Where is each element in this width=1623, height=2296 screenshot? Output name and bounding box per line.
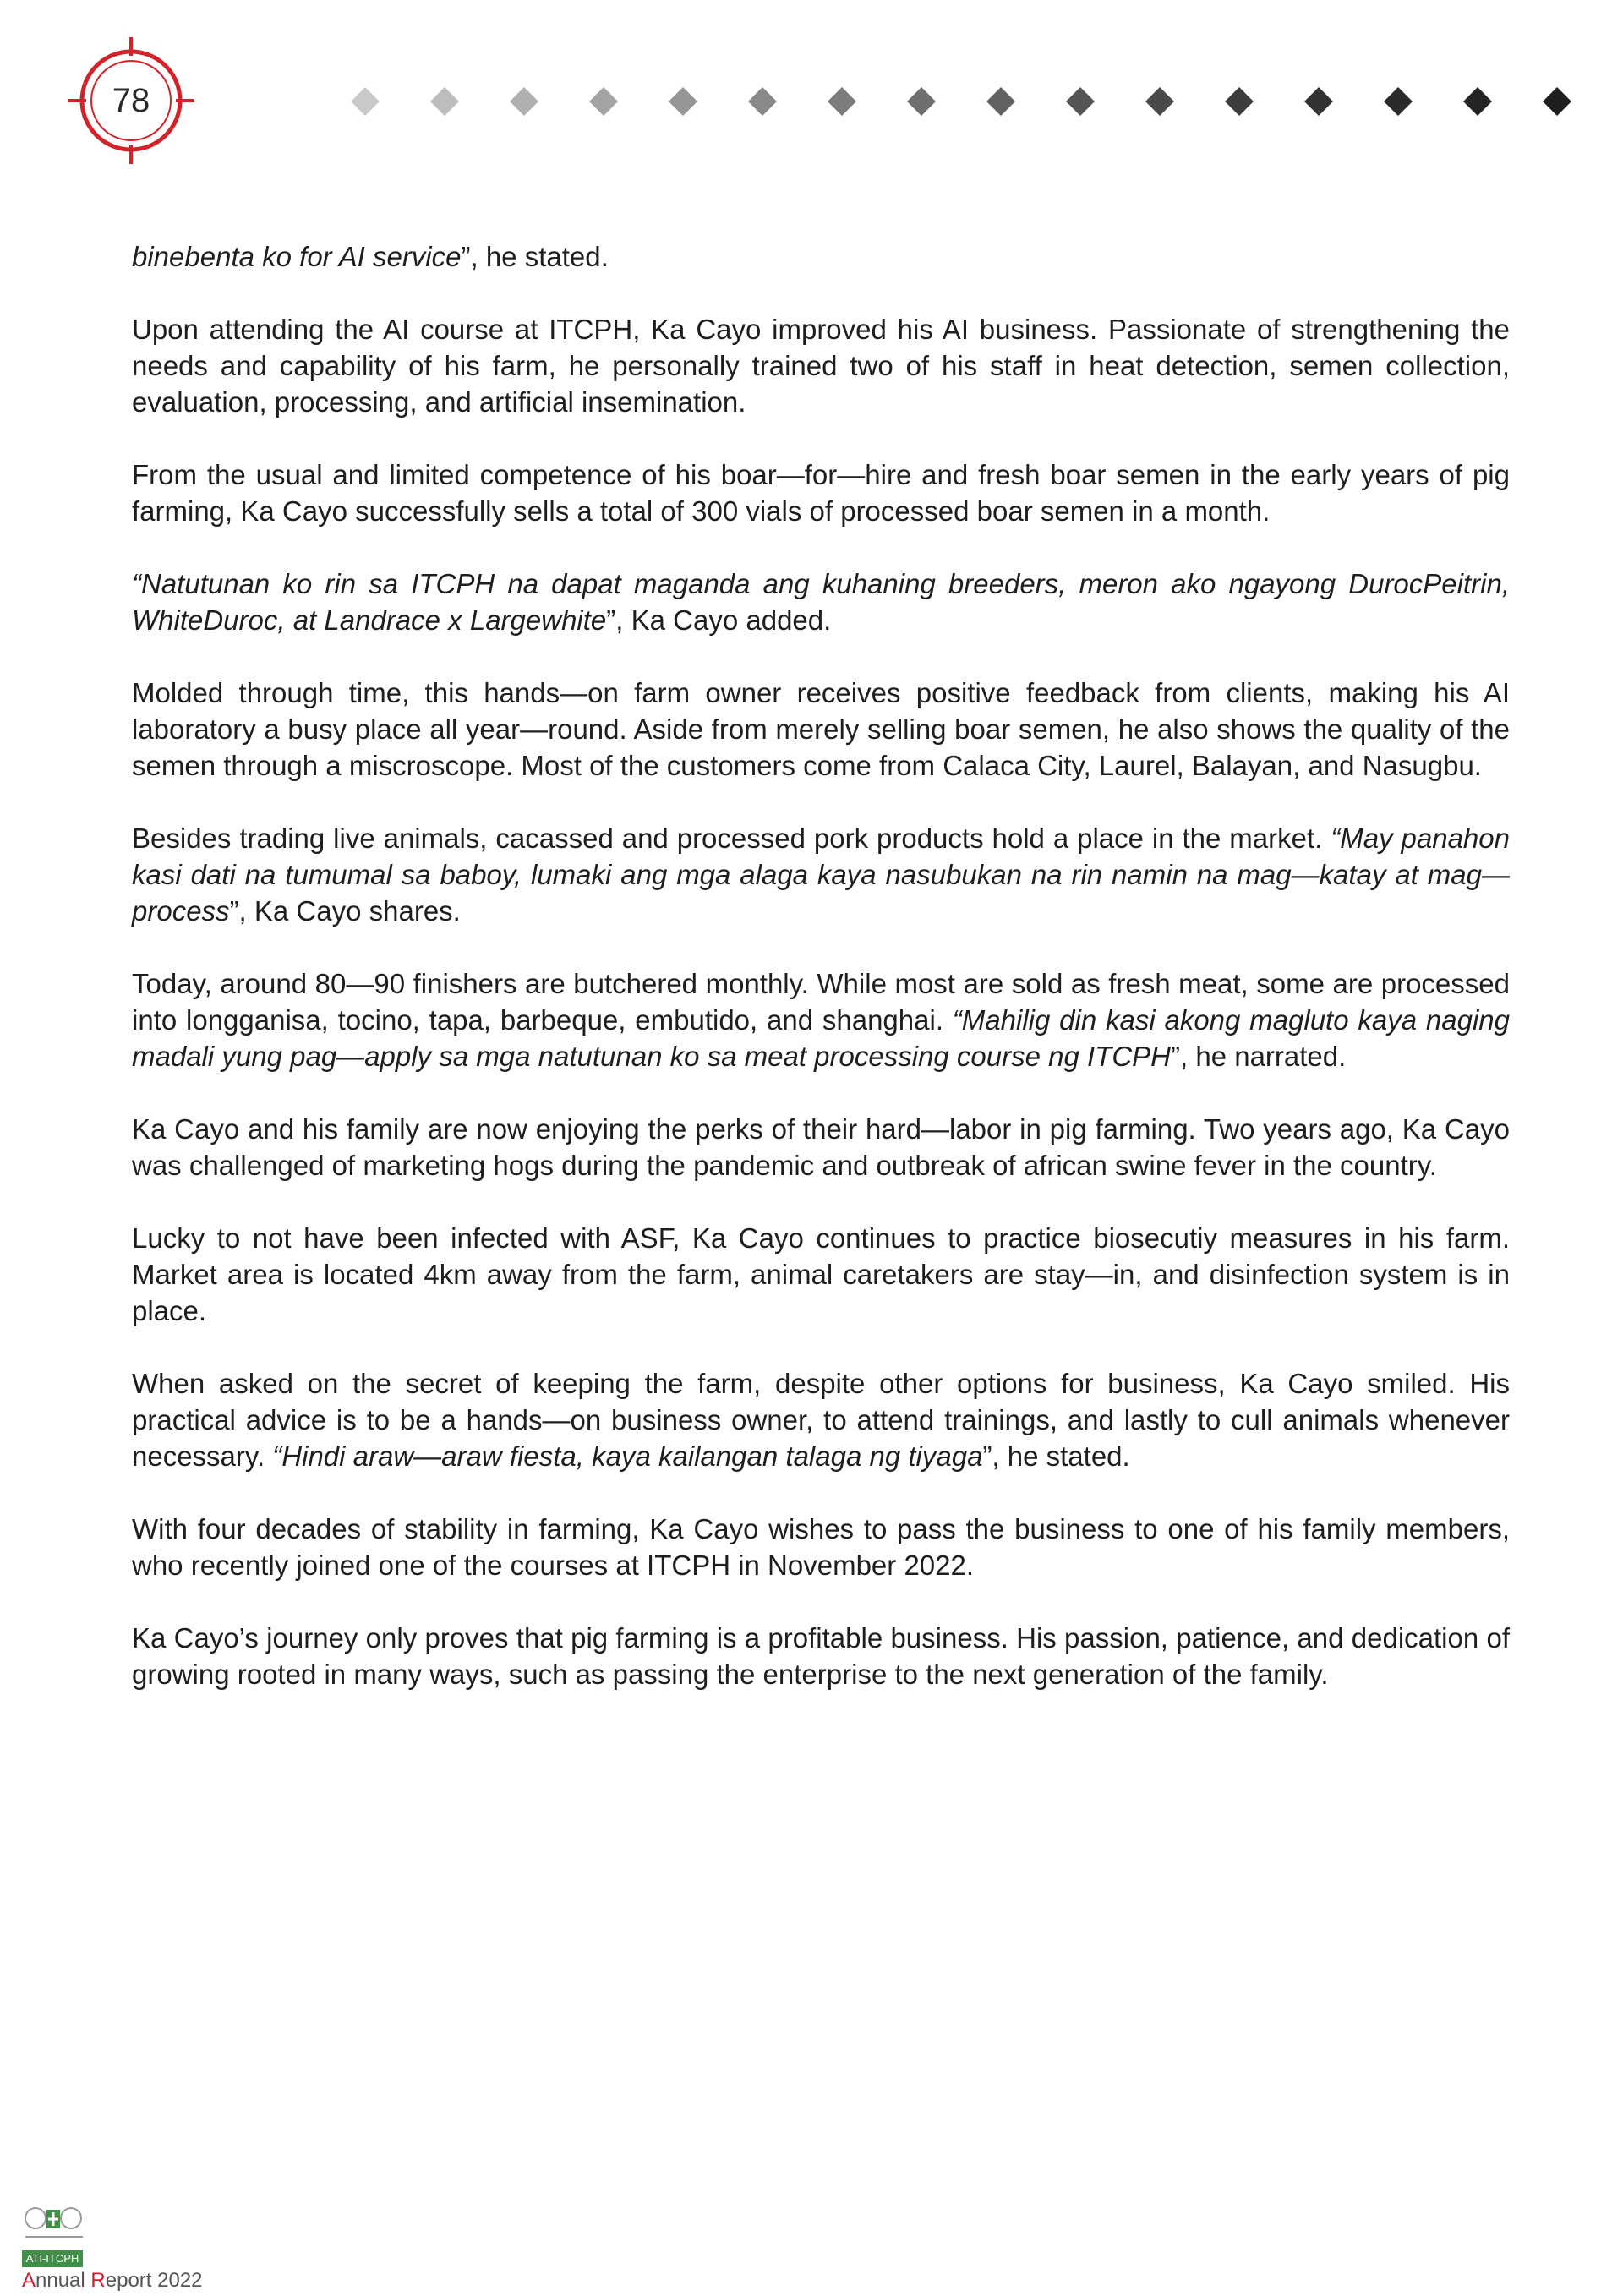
- paragraph: With four decades of stability in farming, Ka Cayo wishes to pass the business to one of his family members, who recently joined one of the courses at ITCPH in November 2022.: [132, 1513, 1510, 1581]
- report-title-initial: A: [22, 2269, 36, 2292]
- diamond-ornament-icon: [748, 87, 777, 116]
- logo-label: ATI-ITCPH: [22, 2250, 83, 2267]
- diamond-ornament-icon: [1304, 87, 1333, 116]
- diamond-ornament-icon: [1145, 87, 1174, 116]
- diamond-ornament-icon: [589, 87, 618, 116]
- paragraph: Upon attending the AI course at ITCPH, Ka Cayo improved his AI business. Passionate of strengthening the needs and capability of his farm, he personally trained two of his staff in heat detection, semen collection, evaluation, processing, and artificial insemination.: [132, 314, 1510, 418]
- diamond-ornament-icon: [986, 87, 1015, 116]
- diamond-ornament-icon: [430, 87, 459, 116]
- quote-text: “Hindi araw—araw fiesta, kaya kailangan talaga ng tiyaga: [272, 1440, 983, 1472]
- diamond-ornament-icon: [1543, 87, 1571, 116]
- paragraph-text: ”, Ka Cayo shares.: [229, 895, 461, 927]
- paragraph: From the usual and limited competence of his boar—for—hire and fresh boar semen in the early years of pig farming, Ka Cayo successfully sells a total of 300 vials of processed boar semen in a month.: [132, 459, 1510, 527]
- paragraph: Ka Cayo and his family are now enjoying the perks of their hard—labor in pig farming. Two years ago, Ka Cayo was challenged of marketing hogs during the pandemic and outbreak of african swine fever in the country.: [132, 1113, 1510, 1181]
- diamond-ornament-icon: [351, 87, 380, 116]
- quote-text: “Mahilig din kasi akong magluto kaya naging madali yung pag—apply sa mga natutunan ko sa meat processing course ng ITCPH: [132, 1004, 1510, 1072]
- decorative-diamond-row: [338, 85, 1572, 113]
- diamond-ornament-icon: [907, 87, 936, 116]
- paragraph-text: When asked on the secret of keeping the farm, despite other options for business, Ka Cayo smiled. His practical advice is to be a hands—on business owner, to attend trainings, and lastly to cull animals whenever necessary.: [132, 1368, 1510, 1472]
- diamond-ornament-icon: [1225, 87, 1254, 116]
- article-body: [132, 238, 1510, 1729]
- quote-text: “Natutunan ko rin sa ITCPH na dapat maganda ang kuhaning breeders, meron ako ngayong DurocPeitrin, WhiteDuroc, at Landrace x Largewhite: [132, 568, 1510, 636]
- farm-emblem-icon: [22, 2198, 90, 2250]
- paragraph-text: Today, around 80—90 finishers are butchered monthly. While most are sold as fresh meat, some are processed into longganisa, tocino, tapa, barbeque, embutido, and shanghai.: [132, 968, 1510, 1036]
- paragraph: Molded through time, this hands—on farm owner receives positive feedback from clients, making his AI laboratory a busy place all year—round. Aside from merely selling boar semen, he also shows the quality of the semen through a miscroscope. Most of the customers come from Calaca City, Laurel, Balayan, and Nasugbu.: [132, 677, 1510, 781]
- quote-text: binebenta ko for AI service: [132, 241, 462, 272]
- paragraph: [132, 1365, 1510, 1474]
- report-title: [22, 2269, 203, 2293]
- diamond-ornament-icon: [1066, 87, 1095, 116]
- quote-text: “May panahon kasi dati na tumumal sa baboy, lumaki ang mga alaga kaya nasubukan na rin namin na mag—katay at mag—process: [132, 823, 1510, 927]
- paragraph-text: ”, he stated.: [461, 241, 609, 272]
- paragraph: [132, 238, 1510, 275]
- paragraph-text: ”, he stated.: [982, 1440, 1130, 1472]
- paragraph: [132, 566, 1510, 638]
- paragraph-text: ”, Ka Cayo added.: [606, 604, 832, 636]
- page-number-badge: [68, 37, 194, 164]
- diamond-ornament-icon: [1463, 87, 1492, 116]
- diamond-ornament-icon: [669, 87, 697, 116]
- diamond-ornament-icon: [1384, 87, 1413, 116]
- paragraph: [132, 965, 1510, 1074]
- ati-itcph-logo: [22, 2198, 90, 2274]
- report-title-part: eport 2022: [105, 2269, 203, 2292]
- paragraph-text: Besides trading live animals, cacassed and processed pork products hold a place in the market.: [132, 823, 1331, 854]
- page-number: 78: [112, 81, 150, 119]
- report-title-part: nnual: [36, 2269, 91, 2292]
- paragraph-text: ”, he narrated.: [1171, 1041, 1347, 1072]
- diamond-ornament-icon: [828, 87, 856, 116]
- diamond-ornament-icon: [510, 87, 538, 116]
- paragraph: [132, 820, 1510, 929]
- report-title-initial: R: [90, 2269, 106, 2292]
- paragraph: Lucky to not have been infected with ASF, Ka Cayo continues to practice biosecutiy measures in his farm. Market area is located 4km away from the farm, animal caretakers are stay—in, and disinfection system is in place.: [132, 1222, 1510, 1326]
- paragraph: Ka Cayo’s journey only proves that pig farming is a profitable business. His passion, patience, and dedication of growing rooted in many ways, such as passing the enterprise to the next generation of the family.: [132, 1622, 1510, 1690]
